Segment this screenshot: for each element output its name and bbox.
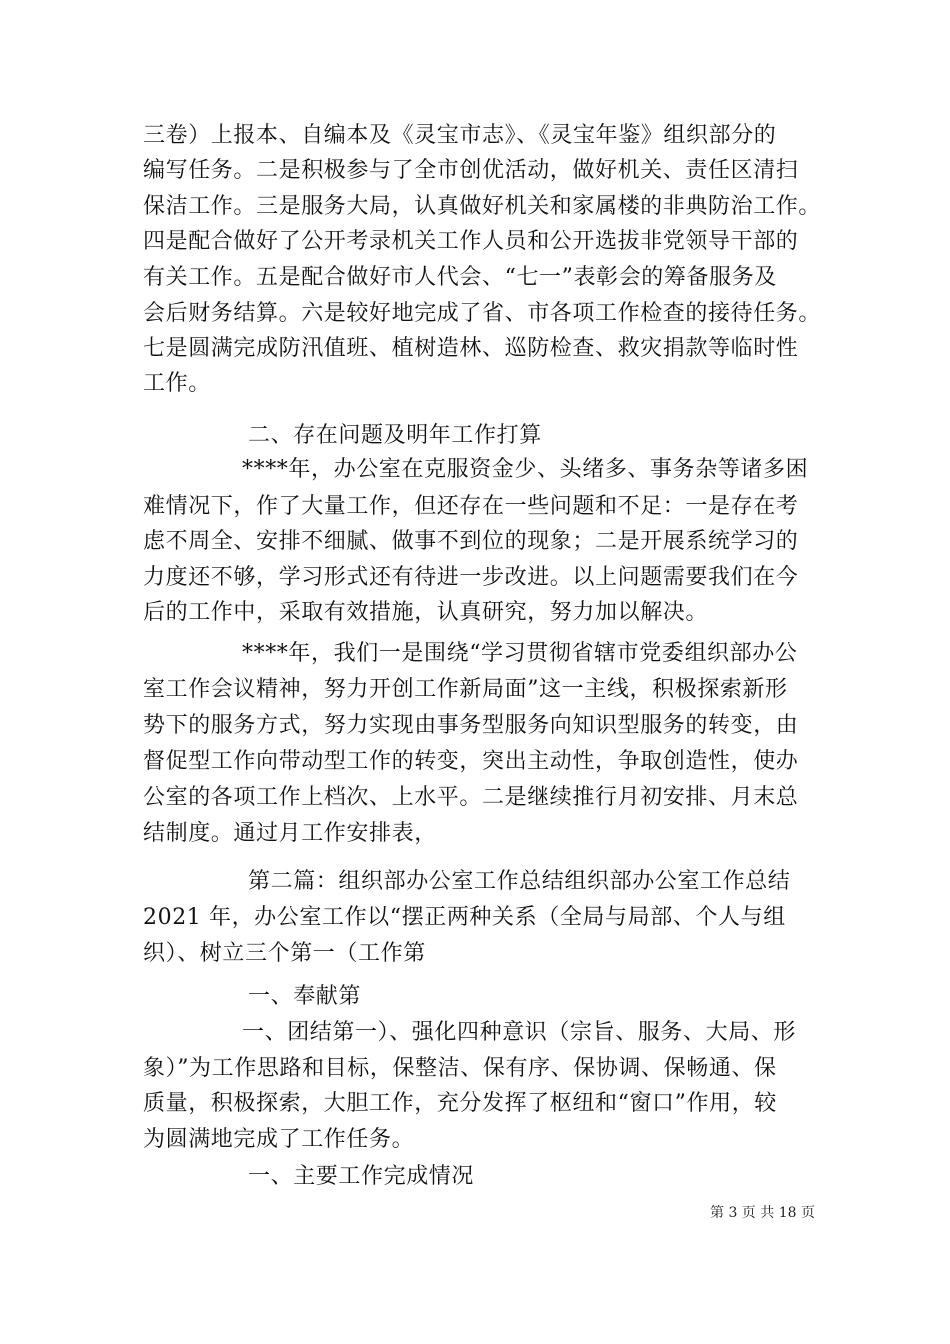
body-text-line: 难情况下，作了大量工作，但还存在一些问题和不足：一是存在考 xyxy=(143,494,799,519)
body-text-line: 势下的服务方式，努力实现由事务型服务向知识型服务的转变，由 xyxy=(143,713,799,738)
body-text-line: 三卷）上报本、自编本及《灵宝市志》、《灵宝年鉴》组织部分的 xyxy=(143,123,777,148)
body-text-line: 公室的各项工作上档次、上水平。二是继续推行月初安排、月末总 xyxy=(143,785,799,810)
body-text-line: 织）、树立三个第一（工作第 xyxy=(143,941,426,966)
section-heading: 一、主要工作完成情况 xyxy=(248,1164,475,1189)
body-text-line: 四是配合做好了公开考录机关工作人员和公开选拔非党领导干部的 xyxy=(143,229,799,254)
body-text-line: 七是圆满完成防汛值班、植树造林、巡防检查、救灾捐款等临时性 xyxy=(143,336,799,361)
body-text-line: 编写任务。二是积极参与了全市创优活动，做好机关、责任区清扫 xyxy=(143,158,799,183)
body-text-line: 结制度。通过月工作安排表， xyxy=(143,821,437,846)
section-heading: 二、存在问题及明年工作打算 xyxy=(248,423,542,448)
body-text-line: 质量，积极探索，大胆工作，充分发挥了枢纽和“窗口”作用，较 xyxy=(143,1091,777,1116)
body-text-line: 后的工作中，采取有效措施，认真研究，努力加以解决。 xyxy=(143,600,709,625)
body-text-line: 虑不周全、安排不细腻、做事不到位的现象；二是开展系统学习的 xyxy=(143,529,799,554)
body-text-line: 有关工作。五是配合做好市人代会、“七一”表彰会的筹备服务及 xyxy=(143,265,777,290)
paragraph-first-line: ****年，我们一是围绕“学习贯彻省辖市党委组织部办公 xyxy=(242,641,798,666)
body-text-line: 2021 年，办公室工作以“摆正两种关系（全局与局部、个人与组 xyxy=(143,905,786,930)
chapter-title-line: 第二篇：组织部办公室工作总结组织部办公室工作总结 xyxy=(248,869,791,894)
paragraph-first-line: ****年，办公室在克服资金少、头绪多、事务杂等诸多困 xyxy=(242,457,809,482)
body-text-line: 室工作会议精神，努力开创工作新局面”这一主线，积极探索新形 xyxy=(143,677,788,702)
body-text-line: 象）”为工作思路和目标，保整洁、保有序、保协调、保畅通、保 xyxy=(143,1056,777,1081)
body-text-line: 为圆满地完成了工作任务。 xyxy=(143,1127,415,1152)
body-text-line: 保洁工作。三是服务大局，认真做好机关和家属楼的非典防治工作。 xyxy=(143,194,822,219)
body-text-line: 督促型工作向带动型工作的转变，突出主动性，争取创造性，使办 xyxy=(143,749,799,774)
paragraph-first-line: 一、团结第一）、强化四种意识（宗旨、服务、大局、形 xyxy=(242,1020,797,1045)
body-text-line: 会后财务结算。六是较好地完成了省、市各项工作检查的接待任务。 xyxy=(143,301,822,326)
body-text-line: 力度还不够，学习形式还有待进一步改进。以上问题需要我们在今 xyxy=(143,565,799,590)
page-number-footer: 第 3 页 共 18 页 xyxy=(710,1205,815,1221)
subheading-line: 一、奉献第 xyxy=(248,984,362,1009)
body-text-line: 工作。 xyxy=(143,371,211,396)
